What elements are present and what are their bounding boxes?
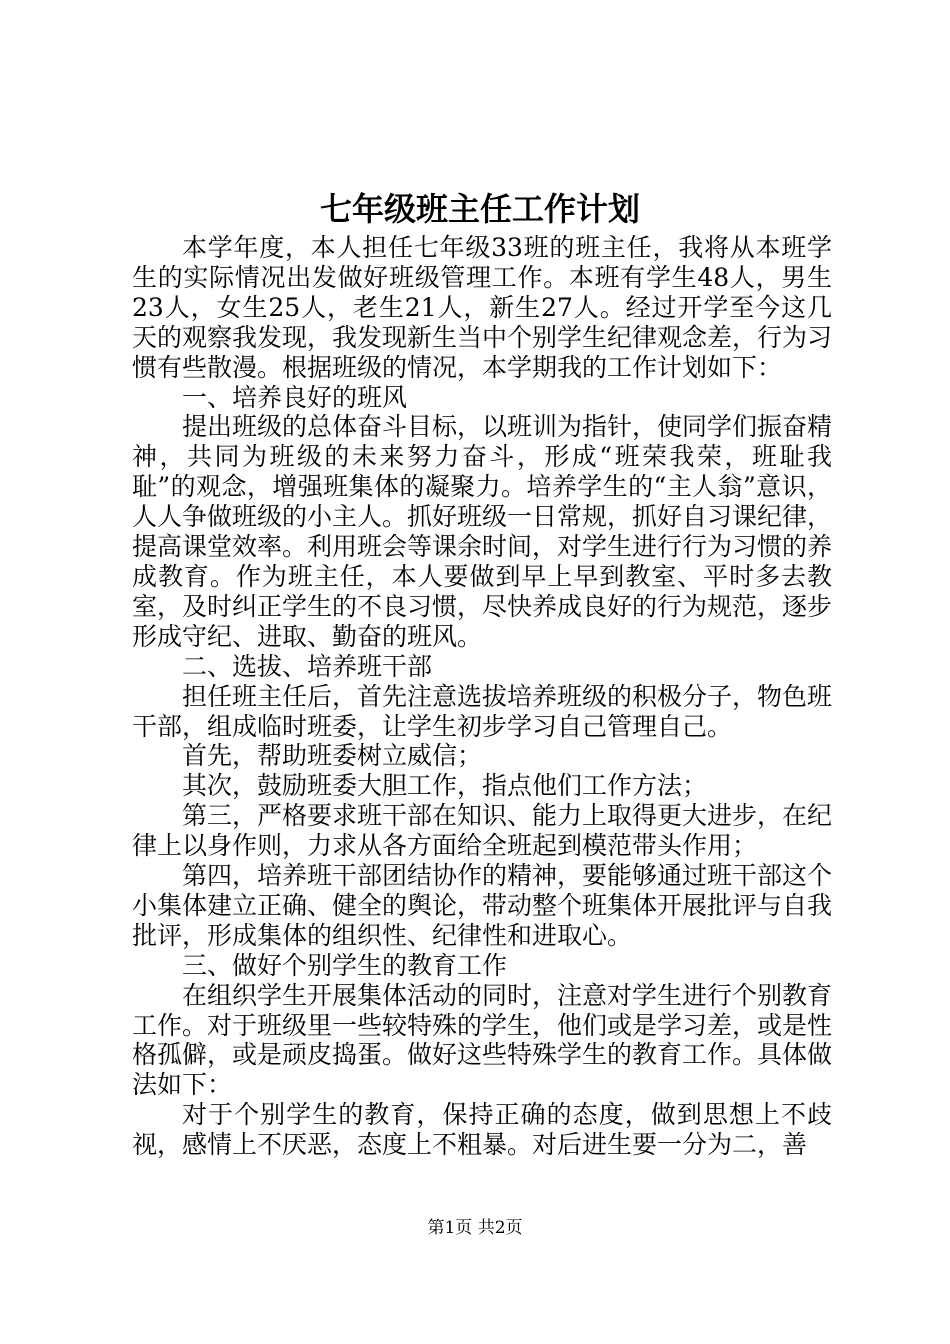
page-footer: 第1页 共2页 [427, 1218, 523, 1238]
section-heading-2: 二、选拔、培养班干部 [182, 651, 433, 681]
document-title: 七年级班主任工作计划 [319, 190, 640, 228]
section-heading-3: 三、做好个别学生的教育工作 [182, 950, 508, 980]
paragraph: 对于个别学生的教育，保持正确的态度，做到思想上不歧视，感情上不厌恶，态度上不粗暴。对后进生要一分为二，善 [132, 1100, 832, 1160]
paragraph: 担任班主任后，首先注意选拔培养班级的积极分子，物色班干部，组成临时班委，让学生初步学习自己管理自己。 [132, 681, 833, 741]
document-body [132, 233, 832, 1160]
paragraph: 第三，严格要求班干部在知识、能力上取得更大进步，在纪律上以身作则，力求从各方面给全班起到模范带头作用； [132, 801, 833, 861]
section-heading-1: 一、培养良好的班风 [182, 382, 408, 412]
paragraph: 提出班级的总体奋斗目标，以班训为指针，使同学们振奋精神，共同为班级的未来努力奋斗，形成“班荣我荣，班耻我耻”的观念，增强班集体的凝聚力。培养学生的“主人翁”意识，人人争做班级的小主人。抓好班级一日常规，抓好自习课纪律，提高课堂效率。利用班会等课余时间，对学生进行行为习惯的养成教育。作为班主任，本人要做到早上早到教室、平时多去教室，及时纠正学生的不良习惯，尽快养成良好的行为规范，逐步形成守纪、进取、勤奋的班风。 [132, 412, 833, 651]
paragraph-intro: 本学年度，本人担任七年级33班的班主任，我将从本班学生的实际情况出发做好班级管理工作。本班有学生48人，男生23人，女生25人，老生21人，新生27人。经过开学至今这几天的观察我发现，我发现新生当中个别学生纪律观念差，行为习惯有些散漫。根据班级的情况，本学期我的工作计划如下： [132, 233, 833, 382]
paragraph: 第四，培养班干部团结协作的精神，要能够通过班干部这个小集体建立正确、健全的舆论，带动整个班集体开展批评与自我批评，形成集体的组织性、纪律性和进取心。 [132, 861, 833, 950]
paragraph: 在组织学生开展集体活动的同时，注意对学生进行个别教育工作。对于班级里一些较特殊的学生，他们或是学习差，或是性格孤僻，或是顽皮捣蛋。做好这些特殊学生的教育工作。具体做法如下： [132, 980, 833, 1100]
paragraph: 其次，鼓励班委大胆工作，指点他们工作方法； [182, 771, 708, 801]
paragraph: 首先，帮助班委树立威信； [182, 741, 483, 771]
